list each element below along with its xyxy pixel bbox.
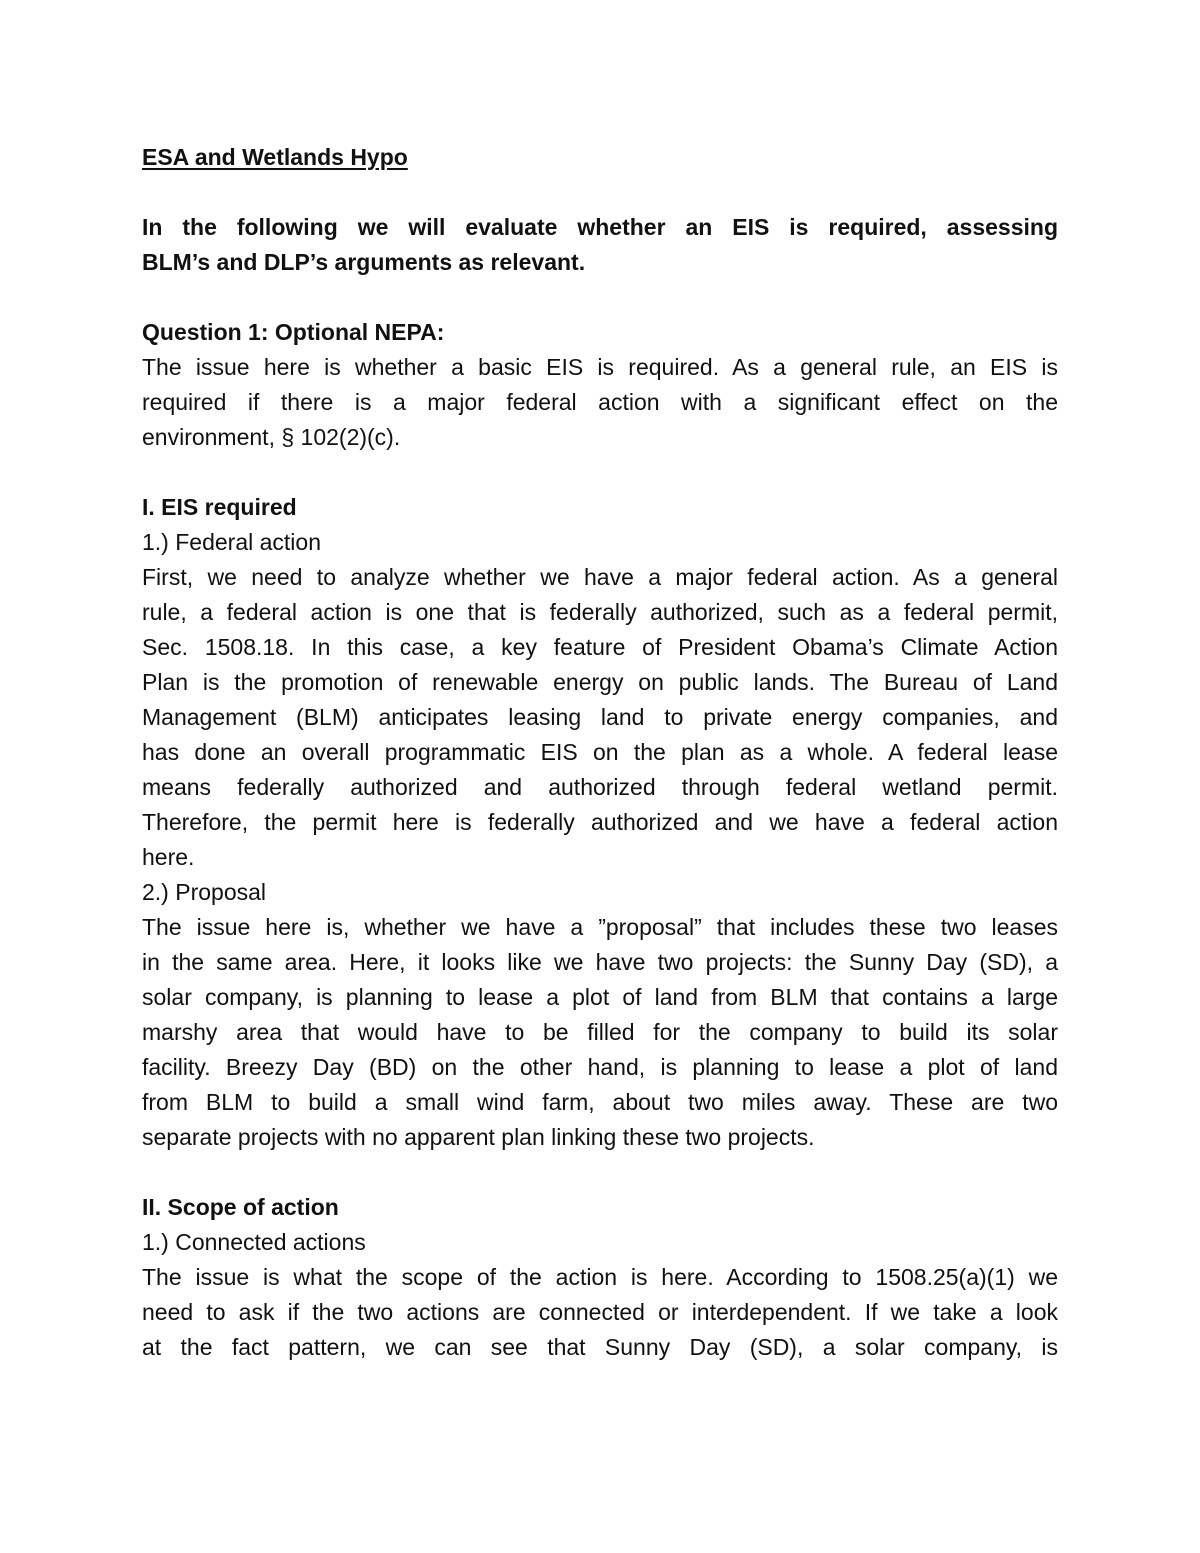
- paragraph-line: here.: [142, 844, 195, 870]
- paragraph-line: Management (BLM) anticipates leasing land to private energy companies, and: [142, 704, 1058, 730]
- paragraph-line: rule, a federal action is one that is federally authorized, such as a federal permit,: [142, 599, 1058, 625]
- document-title: ESA and Wetlands Hypo: [142, 144, 408, 170]
- spacer: [142, 175, 1058, 210]
- spacer: [142, 1155, 1058, 1190]
- paragraph-line: marshy area that would have to be filled for the company to build its solar: [142, 1019, 1058, 1045]
- paragraph-line: has done an overall programmatic EIS on the plan as a whole. A federal lease: [142, 739, 1058, 765]
- paragraph-line: facility. Breezy Day (BD) on the other hand, is planning to lease a plot of land: [142, 1054, 1058, 1080]
- paragraph-line: separate projects with no apparent plan linking these two projects.: [142, 1124, 815, 1150]
- paragraph-line: required if there is a major federal action with a significant effect on the: [142, 389, 1058, 415]
- intro-line: In the following we will evaluate whether an EIS is required, assessing: [142, 214, 1058, 240]
- paragraph-line: First, we need to analyze whether we have a major federal action. As a general: [142, 564, 1058, 590]
- paragraph-line: from BLM to build a small wind farm, about two miles away. These are two: [142, 1089, 1058, 1115]
- paragraph-line: environment, § 102(2)(c).: [142, 424, 401, 450]
- document-page: [142, 140, 1058, 1365]
- subsection-heading: 1.) Connected actions: [142, 1229, 366, 1255]
- paragraph-line: The issue here is, whether we have a ”proposal” that includes these two leases: [142, 914, 1058, 940]
- intro-line: BLM’s and DLP’s arguments as relevant.: [142, 249, 586, 275]
- question-1-heading: Question 1: Optional NEPA:: [142, 319, 445, 345]
- section-1-heading: I. EIS required: [142, 494, 297, 520]
- paragraph-line: solar company, is planning to lease a plot of land from BLM that contains a large: [142, 984, 1058, 1010]
- paragraph-line: The issue here is whether a basic EIS is required. As a general rule, an EIS is: [142, 354, 1058, 380]
- paragraph-line: in the same area. Here, it looks like we have two projects: the Sunny Day (SD), a: [142, 949, 1058, 975]
- paragraph-line: Plan is the promotion of renewable energy on public lands. The Bureau of Land: [142, 669, 1058, 695]
- paragraph-line: Therefore, the permit here is federally authorized and we have a federal action: [142, 809, 1058, 835]
- subsection-heading: 2.) Proposal: [142, 879, 267, 905]
- paragraph-line: means federally authorized and authorized through federal wetland permit.: [142, 774, 1058, 800]
- paragraph-line: The issue is what the scope of the action is here. According to 1508.25(a)(1) we: [142, 1264, 1058, 1290]
- section-2-heading: II. Scope of action: [142, 1194, 339, 1220]
- subsection-heading: 1.) Federal action: [142, 529, 321, 555]
- paragraph-line: need to ask if the two actions are connected or interdependent. If we take a look: [142, 1299, 1058, 1325]
- paragraph-line: at the fact pattern, we can see that Sunny Day (SD), a solar company, is: [142, 1334, 1058, 1360]
- spacer: [142, 455, 1058, 490]
- paragraph-line: Sec. 1508.18. In this case, a key feature of President Obama’s Climate Action: [142, 634, 1058, 660]
- spacer: [142, 280, 1058, 315]
